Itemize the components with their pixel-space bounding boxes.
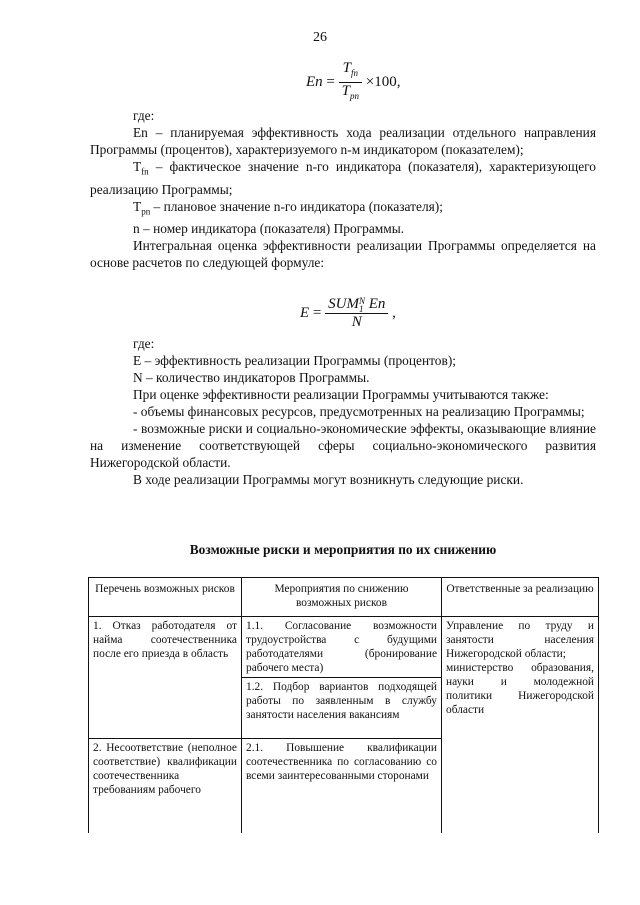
risks-table — [88, 577, 599, 833]
risks-intro: В ходе реализации Программы могут возникнуть следующие риски. — [133, 472, 524, 487]
measure-1-1-cell: 1.1. Согласование возможности трудоустройства с будущими работодателями (бронирование рабочего места) — [242, 617, 442, 678]
formula2-num-b: En — [368, 296, 386, 312]
e-definition: E – эффективность реализации Программы (процентов); — [133, 353, 457, 368]
formula2-fraction — [325, 296, 388, 331]
formula2-den: N — [351, 314, 362, 330]
formula1-den-sub: pn — [349, 91, 359, 101]
formula1-num: T — [342, 60, 351, 76]
formula1-fraction — [339, 60, 362, 105]
responsible-cell — [442, 617, 599, 834]
formula2-num-sup: N — [358, 295, 365, 306]
consider-item-risks: - возможные риски и социально-экономические эффекты, оказывающие влияние на изменение соответствующей сферы социально-экономического развития Нижегородской области. — [90, 421, 596, 470]
risk-2-cell: 2. Несоответствие (неполное соответствие) квалификации соотечественника требованиям рабочего — [89, 739, 242, 834]
table-header-row — [89, 578, 599, 617]
tfn-definition: $T_{fn}$ – фактическое значение n-го индикатора (показателя), характеризующего реализацию Программы; — [90, 159, 596, 197]
tpn-definition: $T_{pn}$ – плановое значение n-го индикатора (показателя); — [133, 198, 443, 217]
measure-2-1-cell: 2.1. Повышение квалификации соотечественника по согласованию со всеми заинтересованными сторонами — [242, 739, 442, 834]
header-risks: Перечень возможных рисков — [89, 578, 242, 617]
risk-1-cell: 1. Отказ работодателя от найма соотечественника после его приезда в область — [89, 617, 242, 739]
n-count-definition: N – количество индикаторов Программы. — [133, 370, 370, 385]
formula2-num-a: SUM — [328, 296, 359, 312]
formula1-num-sub: fn — [350, 68, 358, 78]
header-measures: Мероприятия по снижению возможных рисков — [242, 578, 442, 617]
definitions-block-1 — [90, 107, 596, 271]
formula2-num-sub: 1 — [358, 303, 364, 314]
en-definition: En – планируемая эффективность хода реализации отдельного направления Программы (процентов), характеризуемого n-м индикатором (показателем); — [90, 125, 596, 157]
where-label-2: где: — [133, 336, 155, 351]
consider-text: При оценке эффективности реализации Программы учитываются также: — [133, 387, 549, 402]
page-number: 26 — [313, 30, 327, 45]
formula2-tail: , — [392, 304, 396, 321]
definitions-block-2 — [90, 335, 596, 488]
measure-1-2-cell: 1.2. Подбор вариантов подходящей работы по заявленным в службу занятости населения вакансиям — [242, 678, 442, 739]
section-title: Возможные риски и мероприятия по их снижению — [189, 542, 497, 557]
formula1-den: T — [341, 83, 350, 99]
formula-integral-efficiency: E = SUM N 1 En N , — [300, 295, 396, 330]
table-row — [89, 617, 599, 678]
integral-assessment-text: Интегральная оценка эффективности реализации Программы определяется на основе расчетов по следующей формуле: — [90, 238, 596, 271]
formula-efficiency-direction: En = $\frac{T_{fn}}{T_{pn}}$ ×100, — [306, 60, 400, 105]
consider-item-financial: - объемы финансовых ресурсов, предусмотренных на реализацию Программы; — [133, 404, 585, 419]
where-label-1: где: — [133, 108, 155, 123]
responsible-labor-dept: Управление по труду и занятости населения Нижегородской области; — [446, 620, 594, 660]
formula1-lhs: En — [306, 73, 323, 90]
n-definition: n – номер индикатора (показателя) Программы. — [133, 221, 405, 237]
formula2-lhs: E — [300, 304, 310, 321]
responsible-ministry: министерство образования, науки и молодежной политики Нижегородской области — [446, 662, 594, 716]
header-responsible: Ответственные за реализацию — [442, 578, 599, 617]
formula1-tail: ×100, — [365, 73, 401, 90]
